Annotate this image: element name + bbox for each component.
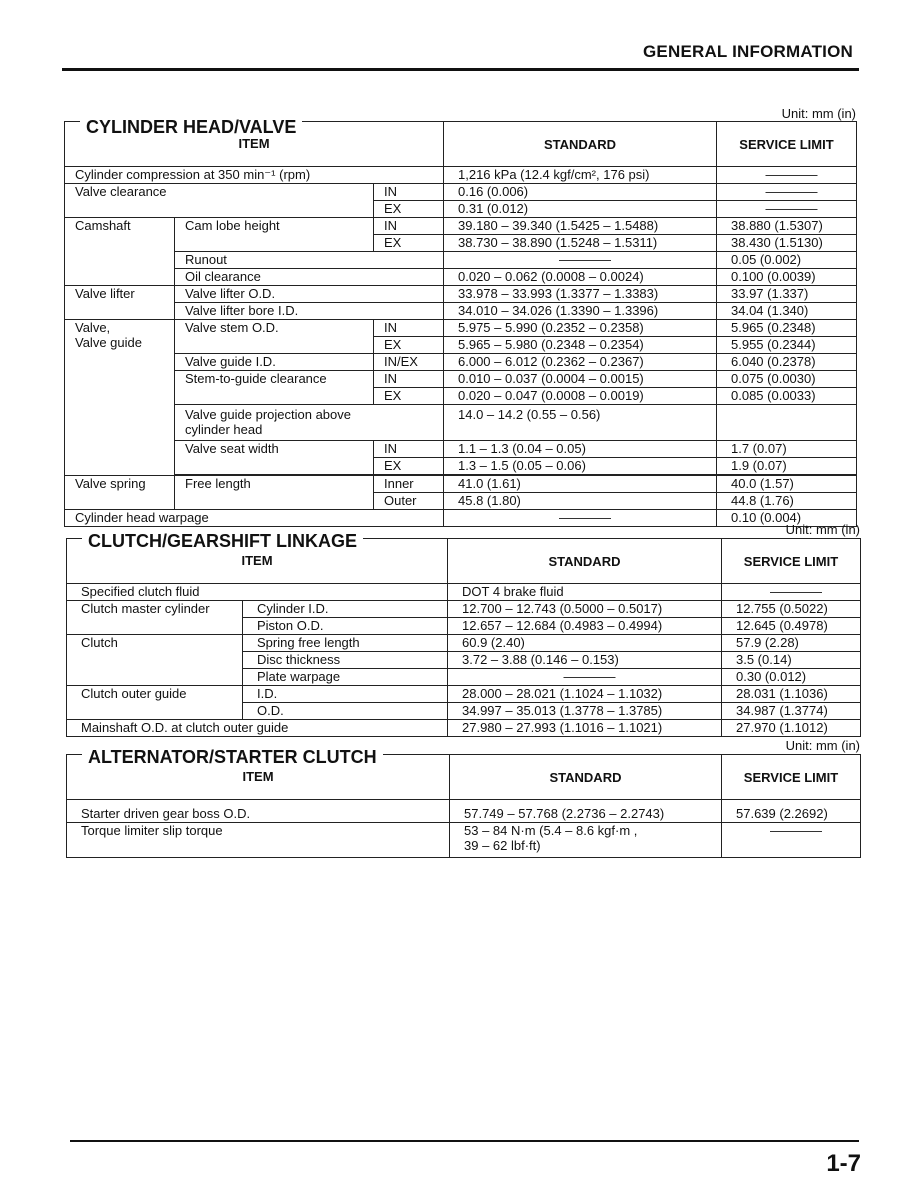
standard-value: 38.730 – 38.890 (1.5248 – 1.5311) [444, 235, 717, 252]
subitem-seat-width: Valve seat width [175, 441, 374, 475]
side-label: IN/EX [374, 354, 444, 371]
table-row [65, 354, 857, 371]
subitem-piston-od: Piston O.D. [243, 618, 448, 635]
table-row [65, 286, 857, 303]
standard-value: 3.72 – 3.88 (0.146 – 0.153) [448, 652, 722, 669]
subitem-guide-id: Valve guide I.D. [175, 354, 374, 371]
limit-value: 12.645 (0.4978) [722, 618, 861, 635]
limit-value: 57.9 (2.28) [722, 635, 861, 652]
item-master-cylinder: Clutch master cylinder [67, 601, 243, 635]
column-standard: STANDARD [444, 122, 717, 167]
column-service-limit: SERVICE LIMIT [717, 122, 857, 167]
subitem-lifter-bore: Valve lifter bore I.D. [175, 303, 444, 320]
limit-value: 38.430 (1.5130) [717, 235, 857, 252]
standard-value: 1.1 – 1.3 (0.04 – 0.05) [444, 441, 717, 458]
standard-value: 60.9 (2.40) [448, 635, 722, 652]
page-number: 1-7 [826, 1150, 861, 1177]
column-standard: STANDARD [448, 539, 722, 584]
subitem-disc-thickness: Disc thickness [243, 652, 448, 669]
side-label: Outer [374, 493, 444, 510]
standard-value: 57.749 – 57.768 (2.2736 – 2.2743) [450, 800, 722, 823]
table-row [67, 601, 861, 618]
column-item: ITEM [65, 122, 444, 167]
subitem-spring-length: Spring free length [243, 635, 448, 652]
limit-value: 40.0 (1.57) [717, 476, 857, 493]
table-row [65, 167, 857, 184]
no-limit-dash: ———— [722, 584, 861, 601]
standard-value: DOT 4 brake fluid [448, 584, 722, 601]
limit-value: 5.965 (0.2348) [717, 320, 857, 337]
cylinder-head-section [64, 106, 856, 525]
table-row [65, 184, 857, 201]
table-row [67, 720, 861, 737]
subitem-stem-od: Valve stem O.D. [175, 320, 374, 354]
standard-value: 0.010 – 0.037 (0.0004 – 0.0015) [444, 371, 717, 388]
item-valve-spring: Valve spring [65, 476, 175, 510]
cylinder-head-unit: Unit: mm (in) [781, 106, 856, 121]
standard-value: 0.020 – 0.047 (0.0008 – 0.0019) [444, 388, 717, 405]
limit-value: 3.5 (0.14) [722, 652, 861, 669]
subitem-od: O.D. [243, 703, 448, 720]
column-service-limit: SERVICE LIMIT [722, 755, 861, 800]
limit-value: 0.075 (0.0030) [717, 371, 857, 388]
limit-value: 12.755 (0.5022) [722, 601, 861, 618]
limit-value: 1.7 (0.07) [717, 441, 857, 458]
standard-value: 34.997 – 35.013 (1.3778 – 1.3785) [448, 703, 722, 720]
limit-value: 0.100 (0.0039) [717, 269, 857, 286]
side-label: IN [374, 441, 444, 458]
limit-value: 27.970 (1.1012) [722, 720, 861, 737]
subitem-cylinder-id: Cylinder I.D. [243, 601, 448, 618]
table-row [67, 584, 861, 601]
table-row [65, 320, 857, 337]
item-valve-lifter: Valve lifter [65, 286, 175, 320]
item-clutch: Clutch [67, 635, 243, 686]
footer-rule [70, 1140, 859, 1142]
limit-value: 38.880 (1.5307) [717, 218, 857, 235]
limit-value: 0.085 (0.0033) [717, 388, 857, 405]
side-label: IN [374, 320, 444, 337]
limit-value: 0.05 (0.002) [717, 252, 857, 269]
limit-value: 0.10 (0.004) [717, 510, 857, 527]
column-service-limit: SERVICE LIMIT [722, 539, 861, 584]
table-row [65, 405, 857, 441]
standard-value: 27.980 – 27.993 (1.1016 – 1.1021) [448, 720, 722, 737]
limit-value: 6.040 (0.2378) [717, 354, 857, 371]
limit-value: 34.987 (1.3774) [722, 703, 861, 720]
side-label: EX [374, 458, 444, 475]
table-row [67, 800, 861, 823]
item-gear-boss: Starter driven gear boss O.D. [67, 800, 450, 823]
item-mainshaft: Mainshaft O.D. at clutch outer guide [67, 720, 448, 737]
standard-value: 45.8 (1.80) [444, 493, 717, 510]
limit-value: 0.30 (0.012) [722, 669, 861, 686]
standard-value: 0.020 – 0.062 (0.0008 – 0.0024) [444, 269, 717, 286]
clutch-title: CLUTCH/GEARSHIFT LINKAGE [82, 532, 363, 550]
table-row [65, 303, 857, 320]
limit-value: 33.97 (1.337) [717, 286, 857, 303]
side-label: EX [374, 388, 444, 405]
no-standard-dash: ———— [448, 669, 722, 686]
limit-empty [717, 405, 857, 441]
alternator-title: ALTERNATOR/STARTER CLUTCH [82, 748, 383, 766]
standard-value: 0.16 (0.006) [444, 184, 717, 201]
subitem-stem-clearance: Stem-to-guide clearance [175, 371, 374, 405]
no-standard-dash: ———— [444, 252, 717, 269]
limit-value: 5.955 (0.2344) [717, 337, 857, 354]
subitem-id: I.D. [243, 686, 448, 703]
cylinder-head-table [64, 121, 857, 527]
standard-value: 5.965 – 5.980 (0.2348 – 0.2354) [444, 337, 717, 354]
standard-value: 5.975 – 5.990 (0.2352 – 0.2358) [444, 320, 717, 337]
alternator-section [66, 738, 860, 853]
standard-value: 28.000 – 28.021 (1.1024 – 1.1032) [448, 686, 722, 703]
standard-value: 0.31 (0.012) [444, 201, 717, 218]
alternator-unit: Unit: mm (in) [785, 738, 860, 753]
standard-value: 14.0 – 14.2 (0.55 – 0.56) [444, 405, 717, 441]
subitem-plate-warpage: Plate warpage [243, 669, 448, 686]
limit-value: 34.04 (1.340) [717, 303, 857, 320]
table-row [67, 686, 861, 703]
subitem-free-length: Free length [175, 476, 374, 510]
limit-value: 44.8 (1.76) [717, 493, 857, 510]
subitem-lifter-od: Valve lifter O.D. [175, 286, 444, 303]
column-item: ITEM [67, 755, 450, 800]
alternator-table [66, 754, 861, 858]
no-limit-dash: ———— [722, 823, 861, 858]
item-warpage: Cylinder head warpage [65, 510, 444, 527]
table-row [65, 218, 857, 235]
cylinder-head-title: CYLINDER HEAD/VALVE [80, 118, 302, 136]
standard-value: 1.3 – 1.5 (0.05 – 0.06) [444, 458, 717, 475]
limit-value: 1.9 (0.07) [717, 458, 857, 475]
item-camshaft: Camshaft [65, 218, 175, 286]
standard-value: 12.657 – 12.684 (0.4983 – 0.4994) [448, 618, 722, 635]
subitem-oil-clearance: Oil clearance [175, 269, 444, 286]
standard-value: 12.700 – 12.743 (0.5000 – 0.5017) [448, 601, 722, 618]
column-standard: STANDARD [450, 755, 722, 800]
table-row [65, 441, 857, 458]
clutch-unit: Unit: mm (in) [785, 522, 860, 537]
side-label: IN [374, 371, 444, 388]
no-standard-dash: ———— [444, 510, 717, 527]
standard-value: 41.0 (1.61) [444, 476, 717, 493]
table-row [65, 269, 857, 286]
subitem-cam-lobe: Cam lobe height [175, 218, 374, 252]
table-row [65, 371, 857, 388]
table-row [65, 476, 857, 493]
page-header-title: GENERAL INFORMATION [643, 42, 853, 61]
side-label: EX [374, 337, 444, 354]
clutch-table [66, 538, 861, 737]
standard-value: 1,216 kPa (12.4 kgf/cm², 176 psi) [444, 167, 717, 184]
no-limit-dash: ———— [717, 184, 857, 201]
header-rule [62, 68, 859, 71]
side-label: Inner [374, 476, 444, 493]
subitem-runout: Runout [175, 252, 444, 269]
table-row [67, 635, 861, 652]
subitem-projection: Valve guide projection above cylinder head [175, 405, 444, 441]
standard-value: 53 – 84 N·m (5.4 – 8.6 kgf·m , 39 – 62 lbf·ft) [450, 823, 722, 858]
side-label: EX [374, 201, 444, 218]
table-row [65, 252, 857, 269]
no-limit-dash: ———— [717, 201, 857, 218]
side-label: IN [374, 184, 444, 201]
item-valve-clearance: Valve clearance [65, 184, 374, 218]
column-item: ITEM [67, 539, 448, 584]
standard-value: 39.180 – 39.340 (1.5425 – 1.5488) [444, 218, 717, 235]
standard-value: 34.010 – 34.026 (1.3390 – 1.3396) [444, 303, 717, 320]
table-row [67, 823, 861, 858]
item-outer-guide: Clutch outer guide [67, 686, 243, 720]
side-label: IN [374, 218, 444, 235]
item-clutch-fluid: Specified clutch fluid [67, 584, 448, 601]
item-torque-limiter: Torque limiter slip torque [67, 823, 450, 858]
limit-value: 28.031 (1.1036) [722, 686, 861, 703]
limit-value: 57.639 (2.2692) [722, 800, 861, 823]
standard-value: 33.978 – 33.993 (1.3377 – 1.3383) [444, 286, 717, 303]
no-limit-dash: ———— [717, 167, 857, 184]
side-label: EX [374, 235, 444, 252]
standard-value: 6.000 – 6.012 (0.2362 – 0.2367) [444, 354, 717, 371]
item-compression: Cylinder compression at 350 min⁻¹ (rpm) [65, 167, 444, 184]
clutch-section [66, 522, 860, 735]
item-valve-guide: Valve, Valve guide [65, 320, 175, 476]
